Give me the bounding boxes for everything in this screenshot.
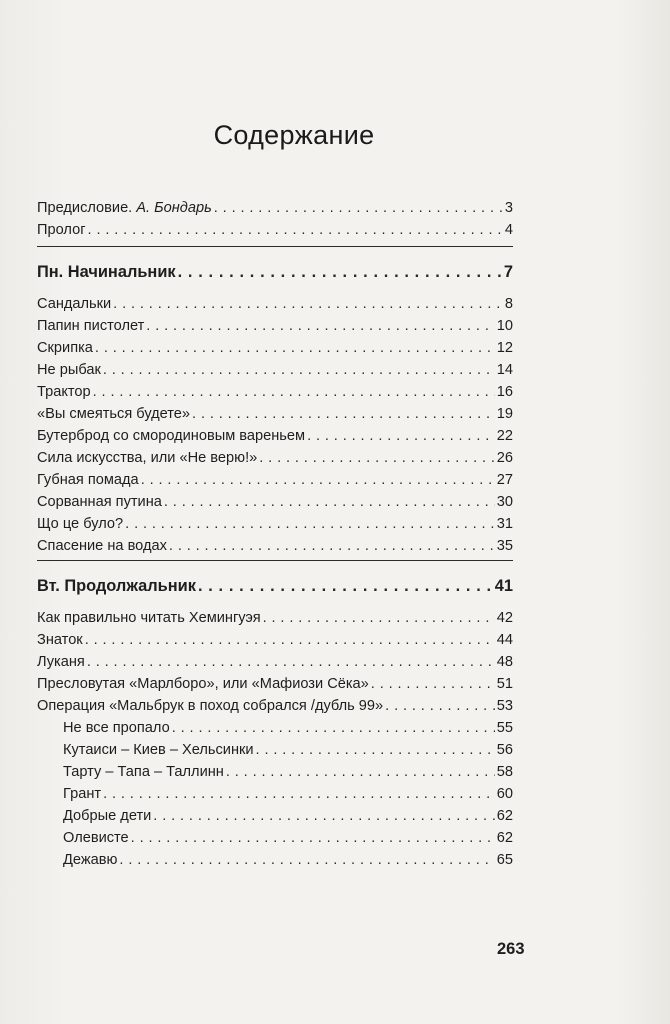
toc-section-label: Пн. Начинальник bbox=[37, 263, 176, 281]
toc-entry-label: Не все пропало bbox=[63, 720, 170, 736]
toc-entry-page: 62 bbox=[496, 830, 513, 846]
leader-dots bbox=[178, 259, 502, 285]
toc-entry-page: 65 bbox=[496, 852, 513, 868]
leader-dots bbox=[169, 535, 495, 557]
leader-dots bbox=[263, 607, 495, 629]
toc-entry-label: Грант bbox=[63, 786, 102, 802]
toc-entry-label: Как правильно читать Хемингуэя bbox=[37, 610, 261, 626]
toc-entry-label: Добрые дети bbox=[63, 808, 152, 824]
toc-entry-page: 58 bbox=[496, 764, 513, 780]
toc-section-1[interactable] bbox=[37, 259, 513, 285]
page-title: Содержание bbox=[213, 120, 375, 150]
toc-entry-label: Олевисте bbox=[63, 830, 129, 846]
toc-entry-page: 62 bbox=[496, 808, 513, 824]
toc-entry-page: 10 bbox=[496, 318, 513, 334]
toc-entry[interactable] bbox=[37, 359, 513, 381]
toc-entry-page: 31 bbox=[496, 516, 513, 532]
toc-subentry[interactable] bbox=[63, 805, 513, 827]
toc-entry[interactable] bbox=[37, 403, 513, 425]
toc-entry-label: Луканя bbox=[37, 654, 85, 670]
toc-entry-page: 53 bbox=[496, 698, 513, 714]
toc-entry-page: 12 bbox=[496, 340, 513, 356]
toc-section-page: 41 bbox=[494, 577, 513, 595]
toc-entry-page: 14 bbox=[496, 362, 513, 378]
toc-entry[interactable] bbox=[37, 337, 513, 359]
leader-dots bbox=[226, 761, 495, 783]
toc-entry-label: Операция «Мальбрук в поход собрался /дубль 99» bbox=[37, 698, 384, 714]
toc-subentry[interactable] bbox=[63, 827, 513, 849]
leader-dots bbox=[146, 315, 494, 337]
leader-dots bbox=[141, 469, 495, 491]
toc-entry-label: Предисловие. А. Бондарь bbox=[37, 200, 212, 216]
toc-entry-page: 16 bbox=[496, 384, 513, 400]
toc-entry-page: 4 bbox=[504, 222, 513, 238]
leader-dots bbox=[256, 739, 495, 761]
leader-dots bbox=[192, 403, 495, 425]
toc-entry-page: 35 bbox=[496, 538, 513, 554]
toc-entry[interactable] bbox=[37, 381, 513, 403]
toc-entry[interactable] bbox=[37, 607, 513, 629]
toc-entry-label: Кутаиси – Киев – Хельсинки bbox=[63, 742, 254, 758]
toc-entry-label: Що це було? bbox=[37, 516, 124, 532]
toc-entry-prologue[interactable] bbox=[37, 219, 513, 241]
leader-dots bbox=[172, 717, 495, 739]
toc-entry-page: 48 bbox=[496, 654, 513, 670]
leader-dots bbox=[103, 783, 495, 805]
toc-entry[interactable] bbox=[37, 651, 513, 673]
toc-entry-page: 60 bbox=[496, 786, 513, 802]
leader-dots bbox=[113, 293, 503, 315]
toc-entry-page: 55 bbox=[496, 720, 513, 736]
toc-entry-label: Пролог bbox=[37, 222, 86, 238]
leader-dots bbox=[85, 629, 495, 651]
leader-dots bbox=[164, 491, 495, 513]
leader-dots bbox=[103, 359, 495, 381]
page-number: 263 bbox=[497, 940, 525, 958]
toc-entry-label: Сандальки bbox=[37, 296, 112, 312]
toc-entry-page: 44 bbox=[496, 632, 513, 648]
toc-entry[interactable] bbox=[37, 695, 513, 717]
leader-dots bbox=[259, 447, 495, 469]
toc-entry-label: Не рыбак bbox=[37, 362, 101, 378]
toc-entry-label: Спасение на водах bbox=[37, 538, 167, 554]
leader-dots bbox=[88, 219, 503, 241]
leader-dots bbox=[95, 337, 495, 359]
toc-entry-page: 30 bbox=[496, 494, 513, 510]
toc-entry[interactable] bbox=[37, 447, 513, 469]
section-divider bbox=[37, 560, 513, 561]
toc-entry-page: 8 bbox=[504, 296, 513, 312]
toc-subentry[interactable] bbox=[63, 849, 513, 871]
toc-entry-label: Трактор bbox=[37, 384, 91, 400]
leader-dots bbox=[131, 827, 495, 849]
toc-section-2[interactable] bbox=[37, 573, 513, 599]
toc-entry-page: 3 bbox=[504, 200, 513, 216]
toc-subentry[interactable] bbox=[63, 783, 513, 805]
toc-entry-label: Пресловутая «Марлборо», или «Мафиози Сёка» bbox=[37, 676, 369, 692]
toc-entry[interactable] bbox=[37, 425, 513, 447]
leader-dots bbox=[198, 573, 493, 599]
toc-entry-label: Тарту – Тапа – Таллинн bbox=[63, 764, 224, 780]
toc-entry-page: 27 bbox=[496, 472, 513, 488]
toc-entry-page: 26 bbox=[496, 450, 513, 466]
toc-entry[interactable] bbox=[37, 629, 513, 651]
toc-entry-label: Губная помада bbox=[37, 472, 139, 488]
toc-entry-label: Скрипка bbox=[37, 340, 93, 356]
section-divider bbox=[37, 246, 513, 247]
toc-entry-page: 19 bbox=[496, 406, 513, 422]
toc-entry-label: Бутерброд со смородиновым вареньем bbox=[37, 428, 306, 444]
toc-entry[interactable] bbox=[37, 469, 513, 491]
toc-subentry[interactable] bbox=[63, 717, 513, 739]
toc-section-page: 7 bbox=[503, 263, 513, 281]
leader-dots bbox=[87, 651, 495, 673]
toc-entry-page: 42 bbox=[496, 610, 513, 626]
toc-entry-preface[interactable] bbox=[37, 197, 513, 219]
toc-entry[interactable] bbox=[37, 535, 513, 557]
leader-dots bbox=[371, 673, 495, 695]
toc-entry-page: 51 bbox=[496, 676, 513, 692]
leader-dots bbox=[153, 805, 494, 827]
toc-entry-label: «Вы смеяться будете» bbox=[37, 406, 191, 422]
toc-entry[interactable] bbox=[37, 513, 513, 535]
toc-entry[interactable] bbox=[37, 673, 513, 695]
leader-dots bbox=[125, 513, 495, 535]
toc-entry-author: А. Бондарь bbox=[136, 200, 212, 216]
toc-entry-label: Знаток bbox=[37, 632, 83, 648]
toc-entry-label: Дежавю bbox=[63, 852, 118, 868]
leader-dots bbox=[119, 849, 494, 871]
toc-entry[interactable] bbox=[37, 293, 513, 315]
leader-dots bbox=[385, 695, 495, 717]
leader-dots bbox=[214, 197, 503, 219]
toc-entry-label: Сила искусства, или «Не верю!» bbox=[37, 450, 258, 466]
toc-subentry[interactable] bbox=[63, 739, 513, 761]
toc-entry-label: Сорванная путина bbox=[37, 494, 162, 510]
toc-entry-page: 22 bbox=[496, 428, 513, 444]
leader-dots bbox=[93, 381, 495, 403]
toc-entry[interactable] bbox=[37, 315, 513, 337]
toc-section-label: Вт. Продолжальник bbox=[37, 577, 196, 595]
toc-subentry[interactable] bbox=[63, 761, 513, 783]
leader-dots bbox=[307, 425, 495, 447]
toc-entry-label: Папин пистолет bbox=[37, 318, 145, 334]
toc-entry-page: 56 bbox=[496, 742, 513, 758]
toc-entry[interactable] bbox=[37, 491, 513, 513]
